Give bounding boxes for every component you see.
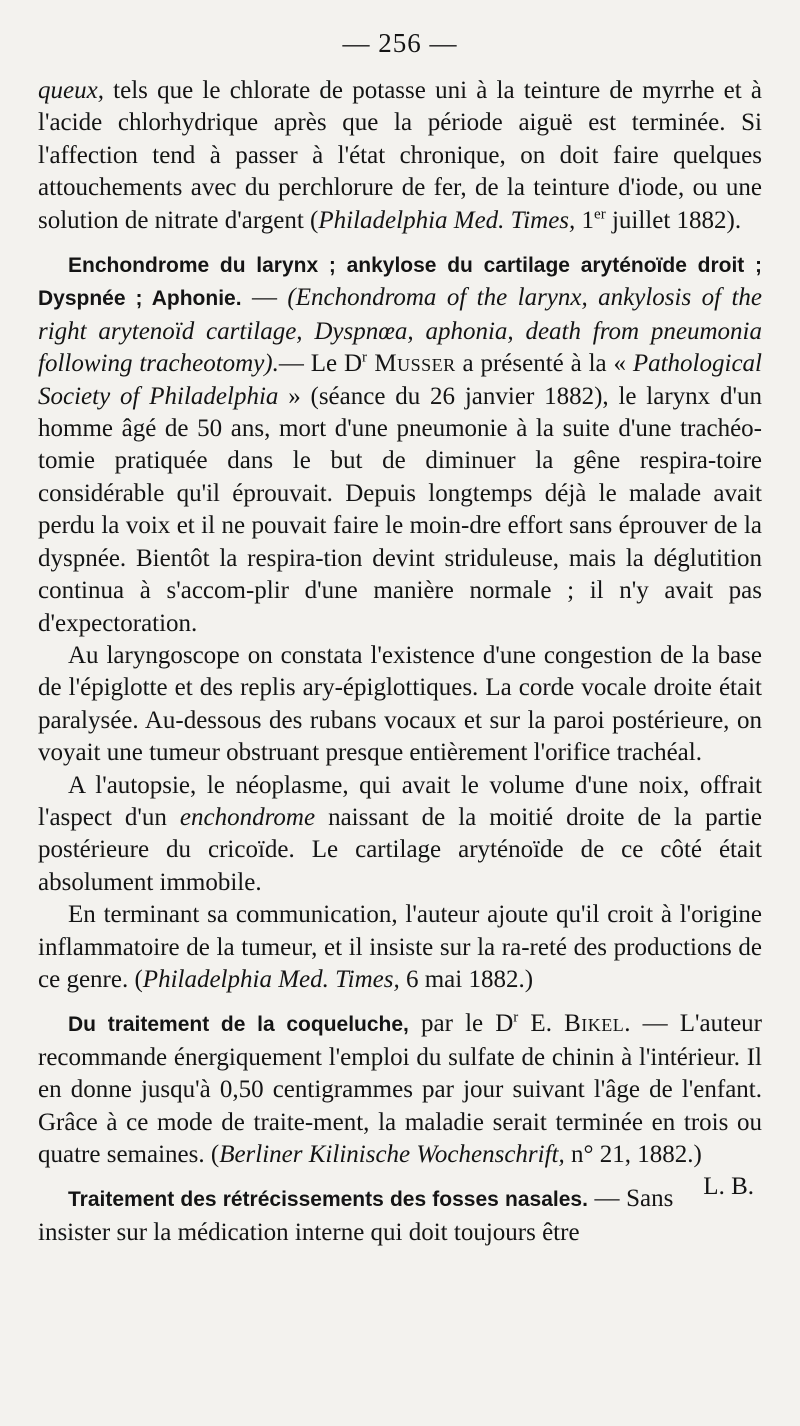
body-text: A l'autopsie, le néoplasme, qui avait le volume d'une noix, offrait l'aspect d'un: [38, 771, 762, 831]
italic-term: enchondrome: [179, 803, 316, 831]
author-name: Bikel: [564, 1010, 625, 1038]
citation: Berliner Kilinische Wochenschrift,: [219, 1141, 565, 1168]
author-name: Musser: [367, 350, 456, 378]
paragraph-conclusion: [38, 899, 762, 996]
body-text: En terminant sa communication, l'auteur ajoute qu'il croit à l'origine inflammatoire de la tumeur, et il insiste sur la ra-reté des productions de ce genre. (: [38, 901, 762, 993]
paragraph-autopsie: [38, 770, 762, 900]
section-heading: Enchondrome du larynx ; ankylose du cartilage aryténoïde droit ; Dyspnée ; Aphonie.: [38, 254, 762, 311]
section-enchondrome: [38, 249, 762, 640]
dash: —: [587, 1185, 627, 1213]
superscript: r: [513, 1010, 519, 1027]
citation-date: 6 mai 1882.): [399, 965, 534, 993]
italic-fragment: queux,: [38, 77, 104, 104]
section-heading: Du traitement de la coqueluche,: [68, 1013, 409, 1037]
dash: —: [241, 284, 288, 312]
author-initial: E.: [518, 1010, 565, 1038]
body-text: Sans insister sur la médication interne qui doit toujours être: [38, 1185, 674, 1246]
paragraph-laryngoscope: Au laryngoscope on constata l'existence d'une congestion de la base de l'épiglotte et des replis ary-épiglottiques. La corde vocale droite était paralysée. Au-dessous des rubans vocaux et sur la paroi postérieure, on voyait une tumeur obstruant presque entièrement l'orifice trachéal.: [38, 641, 762, 767]
body-text: tels que le chlorate de potasse uni à la teinture de myrrhe et à l'acide chlorhydrique après que la période aiguë est terminée. Si l'affection tend à passer à l'état chronique, on doit faire quelques attouchements avec du perchlorure de fer, de la teinture d'iode, ou une solution de nitrate d'argent (: [38, 77, 762, 234]
signature: L. B.: [703, 1173, 754, 1201]
citation-date: juillet 1882).: [605, 206, 742, 234]
citation: Philadelphia Med. Times,: [318, 206, 576, 234]
body-text: — Le D: [278, 350, 363, 378]
section-heading: Traitement des rétrécissements des fosses nasales.: [68, 1188, 588, 1212]
superscript: er: [594, 206, 606, 223]
superscript: r: [362, 349, 368, 366]
paragraph-intro: [38, 75, 762, 237]
paren: (: [210, 1141, 220, 1168]
body-text: naissant de la moitié droite de la partie postérieure du cricoïde. Le cartilage aryténoïde de ce côté était absolument immobile.: [38, 803, 762, 896]
body-text: L'auteur recommande énergiquement l'emploi du sulfate de chinin à l'intérieur. Il en donne jusqu'à 0,50 centigrammes par jour suivant l'âge de l'enfant. Grâce à ce mode de traite-ment, la maladie serait terminée en trois ou quatre semaines.: [38, 1010, 762, 1168]
citation-line: [211, 1141, 702, 1168]
body-text: » (séance du 26 janvier 1882), le larynx d'un homme âgé de 50 ans, mort d'une pneumonie à la suite d'une trachéo-tomie pratiquée dans le but de diminuer la gêne respira-toire considérable qu'il éprouvait. Depuis longtemps déjà le malade avait perdu la voix et il ne pouvait faire le moin-dre effort sans éprouver de la dyspnée. Bientôt la respira-tion devint striduleuse, mais la déglutition continua à s'accom-plir d'une manière normale ; il n'y avait pas d'expectoration.: [38, 382, 762, 637]
citation-day: 1: [575, 206, 595, 234]
dash: . —: [624, 1010, 680, 1038]
citation-number: n° 21, 1882.): [564, 1141, 702, 1168]
page-number: — 256 —: [342, 28, 458, 58]
society-name: Pathological Society of Philadelphia: [38, 350, 762, 410]
body-text: par le D: [408, 1010, 514, 1038]
body-text: a présenté à la «: [455, 350, 633, 378]
english-title: (Enchondroma of the larynx, ankylosis of the right arytenoïd cartilage, Dyspnœa, aphonia, death from pneumonia following tracheotomy).: [38, 284, 762, 378]
citation: Philadelphia Med. Times,: [142, 965, 400, 993]
section-retrecissements: [38, 1183, 762, 1249]
